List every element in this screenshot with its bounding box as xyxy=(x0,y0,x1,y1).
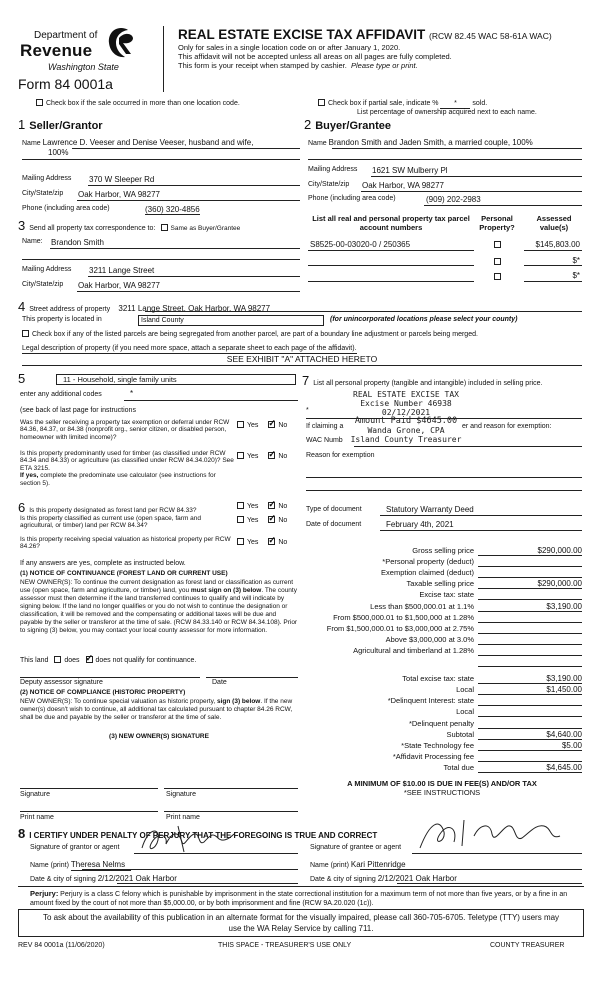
assessed-value-1[interactable]: $145,803.00 xyxy=(535,240,580,249)
seller-name-row: Name Lawrence D. Veeser and Denise Veeser, husband and wife, xyxy=(22,138,254,147)
tax-row-value[interactable] xyxy=(478,646,582,656)
buyer-phone-label: Phone (including area code) xyxy=(308,195,396,202)
tax-row-value[interactable] xyxy=(478,624,582,634)
grantee-print-row: Name (print) Kari Pittenridge xyxy=(310,860,406,869)
revision-label: REV 84 0001a (11/06/2020) xyxy=(18,942,105,949)
owner-print-label-2: Print name xyxy=(166,814,200,821)
sec5-q2-answers[interactable]: Yes ✓ No xyxy=(237,452,287,461)
does-not-qualify-checkbox[interactable] xyxy=(86,656,93,663)
correspondence-heading: 3 Send all property tax correspondence to: Same as Buyer/Grantee xyxy=(18,218,241,233)
additional-codes-label: enter any additional codes xyxy=(20,391,102,398)
sec5-q1-no-checkbox[interactable] xyxy=(268,421,275,428)
tax-row-value[interactable]: $1,450.00 xyxy=(478,685,582,695)
tax-row-label: Less than $500,000.01 at 1.1% xyxy=(370,601,474,611)
compliance-text: NEW OWNER(S): To continue special valuation as historic property, sign (3) below. If the new owner(s) doesn't wish to continue, all additional tax calculated pursuant to chapter 84.26 RCW, shall be due and payable by the seller or transferor at the time of sale. xyxy=(20,698,293,721)
doc-date-label: Date of document xyxy=(306,521,362,528)
segregated-checkbox[interactable] xyxy=(22,330,29,337)
grantor-print-row: Name (print) Theresa Nelms xyxy=(30,860,131,871)
buyer-heading: 2 Buyer/Grantee xyxy=(304,117,392,132)
buyer-city[interactable]: Oak Harbor, WA 98277 xyxy=(362,181,444,190)
grantor-signature-label: Signature of grantor or agent xyxy=(30,844,120,851)
seller-phone-label: Phone (including area code) xyxy=(22,205,110,212)
partial-sale-pct[interactable]: * xyxy=(440,100,470,109)
sec6-q2-no-checkbox[interactable] xyxy=(268,516,275,523)
grantor-signature-image xyxy=(138,822,248,856)
tax-row-value[interactable] xyxy=(478,590,582,600)
corr-name[interactable]: Brandon Smith xyxy=(51,238,104,247)
agency-line1: Department of xyxy=(34,30,98,41)
personal-property-checkbox-1[interactable] xyxy=(494,241,501,248)
sec6-q1-yes-checkbox[interactable] xyxy=(237,502,244,509)
grantee-signature-image xyxy=(410,812,570,856)
owner-signature-label-1: Signature xyxy=(20,791,50,798)
tax-row-label: Subtotal xyxy=(446,729,474,739)
tax-row-value[interactable]: $4,640.00 xyxy=(478,730,582,740)
sec6-q1: 6 Is this property designated as forest land per RCW 84.33? xyxy=(18,500,197,515)
minimum-note: A MINIMUM OF $10.00 IS DUE IN FEE(S) AND/OR TAX xyxy=(347,779,537,788)
located-label: This property is located in xyxy=(22,316,102,323)
tax-row-label: Local xyxy=(456,685,474,695)
corr-city-label: City/State/zip xyxy=(22,281,64,288)
tax-row-label: From $500,000.01 to $1,500,000 at 1.28% xyxy=(333,612,474,622)
agency-line2: Revenue xyxy=(20,41,93,60)
multi-location-checkbox[interactable] xyxy=(36,99,43,106)
reason-label: Reason for exemption xyxy=(306,452,375,459)
grantor-print-name[interactable]: Theresa Nelms xyxy=(71,860,131,871)
sec5-q2-no-checkbox[interactable] xyxy=(268,452,275,459)
see-back-note: (see back of last page for instructions xyxy=(20,407,136,414)
legal-description[interactable]: SEE EXHIBIT "A" ATTACHED HERETO xyxy=(226,354,378,364)
claiming-label-a: If claiming a xyxy=(306,423,344,430)
tax-row-label: *Delinquent penalty xyxy=(408,718,474,728)
tax-row-value[interactable] xyxy=(478,752,582,762)
tax-row-value[interactable] xyxy=(478,657,582,667)
corr-name-label: Name: xyxy=(22,238,43,245)
corr-city[interactable]: Oak Harbor, WA 98277 xyxy=(78,281,160,290)
sec5-q1: Was the seller receiving a property tax exemption or deferral under RCW 84.36, 84.37, or 84.38 (nonprofit org., senior citizen, or disabled person, homeowner with limited income)? xyxy=(20,419,230,441)
sec6-q2-answers[interactable]: Yes ✓ No xyxy=(237,516,287,525)
additional-codes-value[interactable]: * xyxy=(130,389,134,398)
see-instructions-note: *SEE INSTRUCTIONS xyxy=(403,788,481,797)
deputy-date-label: Date xyxy=(212,679,227,686)
tax-row-label: From $1,500,000.01 to $3,000,000 at 2.75% xyxy=(326,623,474,633)
continuance-heading: (1) NOTICE OF CONTINUANCE (FOREST LAND OR CURRENT USE) xyxy=(20,570,228,577)
corr-mailing[interactable]: 3211 Lange Street xyxy=(89,266,155,275)
buyer-name[interactable]: Brandon Smith and Jaden Smith, a married couple, 100% xyxy=(328,138,533,147)
treasurer-stamp: REAL ESTATE EXCISE TAX Excise Number 46938 02/12/2021 Amount Paid $4645.00 Wanda Grone, CPA Island County Treasurer xyxy=(350,390,462,444)
land-use-select[interactable]: 11 - Household, single family units xyxy=(56,374,296,385)
segregated-check[interactable]: Check box if any of the listed parcels are being segregated from another parcel, are part of a boundary line adjustment or parcels being merged. xyxy=(22,330,478,339)
legal-label: Legal description of property (if you need more space, attach a separate sheet to each page of the affidavit). xyxy=(22,345,357,354)
affidavit-page: Department of Revenue Washington State Form 84 0001a REAL ESTATE EXCISE TAX AFFIDAVIT (RCW 82.45 WAC 58-61A WAC) Only for sales in a single location code on or after January 1, 2020. This affidavit will not be accepted unless all areas on all pages are fully completed. This form is your receipt when stamped by cashier. Please type or print. Check box if the sale occurred in more than one location code. Check box if partial sale, indicate % * sold. List percentage of ownership acquired next to each name. 1 Seller/Grantor Name Lawrence D. Veeser and Denise Veeser, husband and wife, 100% Mailing Address 370 W Sleeper Rd City/State/zip Oak Harbor, WA 98277 Phone (including area code) (360) 320-4856 2 Buyer/Grantee Name Brandon Smith and Jaden Smith, a married couple, 100% Mailing Address 1621 SW Mulberry Pl City/State/zip Oak Harbor, WA 98277 Phone (including area code) (909) 202-2983 3 Send all property tax correspondence to: Same as Buyer/Grantee Name: Brandon Smith Mailing Address 3211 Lange Street City/State/zip Oak Harbor, WA 98277 List all real and personal property tax parcel account numbers Personal Property? Assessed value(s) S8525-00-03020-0 / 250365 $145,803.00 $* $* 4 Street address of property 3211 Lange Street, Oak Harbor, WA 98277 This property is located in Island County (for unincorporated locations please select your county) Check box if any of the listed parcels are being segregated from another parcel, are part of a boundary line adjustment or parcels being merged. Legal description of property (if you need more space, attach a separate sheet to each page of the affidavit). SEE EXHIBIT "A" ATTACHED HERETO 5 11 - Household, single family units enter any additional codes * (see back of last page for instructions Was the seller receiving a property tax exemption or deferral under RCW 84.36, 84.37, or 84.38 (nonprofit org., senior citizen, or disabled person, homeowner with limited income)? Yes ✓ No Is this property predominantly used for timber (as classified under RCW 84.34 and 84.33) or agriculture (as classified under RCW 84.34.020)? See ETA 3215. If yes, complete the predominate use calculator (see instructions for section 5). Yes ✓ No 6 Is this property designated as forest land per RCW 84.33? Yes ✓ No Is this property classified as current use (open space, farm and agricultural, or timber) land per RCW 84.34? Yes ✓ No Is this property receiving special valuation as historical property per RCW 84.26? Yes ✓ No If any answers are yes, complete as instructed below. (1) NOTICE OF CONTINUANCE (FOREST LAND OR CURRENT USE) NEW OWNER(S): To continue the current designation as forest land or classification as current use (open space, farm and agriculture, or timber) land, you must sign on (3) below. The county assessor must then determine if the land transferred continues to qualify and will indicate by signing below. If the land no longer qualifies or you do not wish to continue the designation or classification, it will be removed and the compensating or additional taxes will be due and payable by the seller or transferor at the time of sale. (RCW 84.33.140 or RCW 84.34.108). Prior to signing (3) below, you may contact your local county assessor for more information. This land does ✓ does not qualify for continuance. Deputy assessor signature Date (2) NOTICE OF COMPLIANCE (HISTORIC PROPERTY) NEW OWNER(S): To continue special valuation as historic property, sign (3) below. If the new owner(s) doesn't wish to continue, all additional tax calculated pursuant to chapter 84.26 RCW, shall be due and payable by the seller or transferor at the time of sale. (3) NEW OWNER(S) SIGNATURE Signature Signature Print name Print name 7 List all personal property (tangible and intangible) included in selling price. * If claiming a er and reason for exemption: WAC Numb Reason for exemption REAL ESTATE EXCISE TAX Excise Number 46938 02/12/2021 Amount Paid $4645.00 Wanda Grone, CPA Island County Treasurer Type of document Statutory Warranty Deed Date of document February 4th, 2021 Gross selling price $290,000.00 *Personal property (deduct) Exemption claimed (deduct) Taxable selling price $290,000.00 Excise tax: state Less than $500,000.01 at 1.1% $3,190.00 From $500,000.01 to $1,500,000 at 1.28% From $1,500,000.01 to $3,000,000 at 2.75% Above $3,000,000 at 3.0% Agricultural and timberland at 1.28% Total excise tax: state $3,190.00 Local $1,450.00 *Delinquent Interest: state Local *Delinquent penalty Subtotal $4,640.00 *State Technology fee $5.00 *Affidavit Processing fee Total due $4,645.00 A MINIMUM OF $10.00 IS DUE IN FEE(S) AND/OR TAX *SEE INSTRUCTIONS 8 I CERTIFY UNDER PENALTY OF PERJURY THAT THE FOREGOING IS TRUE AND CORRECT Signature of grantor or agent Name (print) Theresa Nelms Date & city of signing 2/12/2021 Oak Harbor Signature of grantee or agent Name (print) Kari Pittenridge Date & city of signing 2/12/2021 Oak Harbor Perjury: Perjury is a class C felony which is punishable by imprisonment in the state correctional institution for a maximum term of not more than five years, or by a fine in an amount fixed by the court of not more than $5,000.00, or by both imprisonment and fine (RCW 9A.20.020 (1c)). To ask about the availability of this publication in an alternate format for the visually impaired, please call 360-705-6705. Teletype (TTY) users may use the WA Relay Service by calling 711. REV 84 0001a (11/06/2020) THIS SPACE - TREASURER'S USE ONLY COUNTY TREASURER xyxy=(0,0,600,988)
tax-row-label: Total excise tax: state xyxy=(402,674,474,684)
sec6-q1-answers[interactable]: Yes ✓ No xyxy=(237,502,287,511)
tax-row-value[interactable] xyxy=(478,719,582,729)
parcel-number-1[interactable]: S8525-00-03020-0 / 250365 xyxy=(310,240,411,249)
seller-mailing[interactable]: 370 W Sleeper Rd xyxy=(89,175,155,184)
same-as-buyer-checkbox[interactable] xyxy=(161,224,168,231)
header-notes: Only for sales in a single location code on or after January 1, 2020. This affidavit will not be accepted unless all areas on all pages are fully completed. This form is your receipt when stamped by cashier. Please type or print. xyxy=(178,43,452,70)
partial-sale-checkbox[interactable] xyxy=(318,99,325,106)
grantee-date-row: Date & city of signing 2/12/2021 Oak Harbor xyxy=(310,874,457,883)
tax-row-label: *Affidavit Processing fee xyxy=(392,751,474,761)
doc-type[interactable]: Statutory Warranty Deed xyxy=(386,505,474,514)
grantee-print-name[interactable]: Kari Pittenridge xyxy=(350,860,406,869)
owner-signature-label-2: Signature xyxy=(166,791,196,798)
seller-name[interactable]: Lawrence D. Veeser and Denise Veeser, husband and wife, xyxy=(42,138,254,147)
seller-name-cont[interactable]: 100% xyxy=(48,148,69,157)
sec7-heading: 7 List all personal property (tangible and intangible) included in selling price. xyxy=(302,373,543,388)
buyer-city-label: City/State/zip xyxy=(308,181,350,188)
sec6-q3-no-checkbox[interactable] xyxy=(268,538,275,545)
tax-row-label: *Delinquent Interest: state xyxy=(387,696,474,706)
revenue-logo-icon xyxy=(106,26,136,60)
buyer-mailing[interactable]: 1621 SW Mulberry Pl xyxy=(372,166,448,175)
assessed-value-3[interactable]: $* xyxy=(572,271,580,280)
tax-row-value[interactable] xyxy=(478,557,582,567)
located-county-select[interactable]: Island County xyxy=(138,315,324,326)
doc-date[interactable]: February 4th, 2021 xyxy=(386,520,454,529)
tax-row-value[interactable]: $290,000.00 xyxy=(478,546,582,556)
tax-row-value[interactable] xyxy=(478,707,582,717)
tax-row-label: Taxable selling price xyxy=(406,579,474,589)
tax-row-label: *State Technology fee xyxy=(401,740,474,750)
treasurer-space-label: THIS SPACE - TREASURER'S USE ONLY xyxy=(218,942,352,949)
seller-heading: 1 Seller/Grantor xyxy=(18,117,103,132)
assessed-col-header: Assessed value(s) xyxy=(536,214,572,232)
corr-mailing-label: Mailing Address xyxy=(22,266,72,273)
form-number: Form 84 0001a xyxy=(18,76,113,92)
multi-location-check[interactable]: Check box if the sale occurred in more than one location code. xyxy=(36,99,240,108)
tax-row-value[interactable]: $5.00 xyxy=(478,741,582,751)
unincorporated-note: (for unincorporated locations please select your county) xyxy=(330,316,518,323)
tax-row-label: Total due xyxy=(443,762,474,772)
partial-sale-check[interactable]: Check box if partial sale, indicate % * sold. xyxy=(318,99,487,109)
wac-label: WAC Numb xyxy=(306,437,343,444)
sec6-q3-answers[interactable]: Yes ✓ No xyxy=(237,538,287,547)
buyer-name-row: Name Brandon Smith and Jaden Smith, a married couple, 100% xyxy=(308,138,533,147)
tax-row-value[interactable]: $4,645.00 xyxy=(478,763,582,773)
parcel-col-header: List all real and personal property tax parcel account numbers xyxy=(312,214,470,232)
sec6-q3-yes-checkbox[interactable] xyxy=(237,538,244,545)
new-owner-heading: (3) NEW OWNER(S) SIGNATURE xyxy=(109,733,209,740)
doc-type-label: Type of document xyxy=(306,506,362,513)
buyer-mailing-label: Mailing Address xyxy=(308,166,358,173)
sec6-q1-no-checkbox[interactable] xyxy=(268,502,275,509)
county-treasurer-label: COUNTY TREASURER xyxy=(490,942,565,949)
tax-row-label: Gross selling price xyxy=(412,546,474,555)
sec5-num: 5 xyxy=(18,371,26,386)
certify-heading: 8 I CERTIFY UNDER PENALTY OF PERJURY THAT THE FOREGOING IS TRUE AND CORRECT xyxy=(18,826,378,841)
tax-row-value[interactable] xyxy=(478,568,582,578)
sec5-q2: Is this property predominantly used for timber (as classified under RCW 84.34 and 84.33) or agriculture (as classified under RCW 84.34.020)? See ETA 3215. If yes, complete the predominate use calculator (see instructions for section 5). xyxy=(20,450,234,487)
assessed-value-2[interactable]: $* xyxy=(572,256,580,265)
qualify-row[interactable]: This land does ✓ does not qualify for continuance. xyxy=(20,656,196,665)
personal-property-checkbox-2[interactable] xyxy=(494,258,501,265)
property-street[interactable]: 3211 Lange Street, Oak Harbor, WA 98277 xyxy=(118,304,271,313)
tax-row-label: Above $3,000,000 at 3.0% xyxy=(385,634,474,644)
answers-note: If any answers are yes, complete as instructed below. xyxy=(20,560,186,567)
ownership-note: List percentage of ownership acquired next to each name. xyxy=(357,109,537,116)
property-street-row: 4 Street address of property 3211 Lange Street, Oak Harbor, WA 98277 xyxy=(18,299,271,314)
tax-row-value[interactable]: $3,190.00 xyxy=(478,602,582,612)
tax-row-label: *Personal property (deduct) xyxy=(382,557,474,567)
deputy-signature-label: Deputy assessor signature xyxy=(20,679,103,686)
personal-col-header: Personal Property? xyxy=(479,214,515,232)
tax-row-label: Exemption claimed (deduct) xyxy=(381,568,474,578)
perjury-notice: Perjury: Perjury is a class C felony which is punishable by imprisonment in the state correctional institution for a maximum term of not more than five years, or by a fine in an amount fixed by the court of not more than $5,000.00, or by both imprisonment and fine (RCW 9A.20.020 (1c)). xyxy=(30,889,568,907)
buyer-phone[interactable]: (909) 202-2983 xyxy=(426,195,481,204)
seller-city-label: City/State/zip xyxy=(22,190,64,197)
agency-line3: Washington State xyxy=(48,62,119,72)
sec6-q2: Is this property classified as current use (open space, farm and agricultural, or timber) land per RCW 84.34? xyxy=(20,515,202,530)
tax-row-label: Agricultural and timberland at 1.28% xyxy=(353,645,474,655)
seller-phone[interactable]: (360) 320-4856 xyxy=(145,205,200,214)
sec5-q2-yes-checkbox[interactable] xyxy=(237,452,244,459)
tax-row-value[interactable] xyxy=(478,696,582,706)
tax-row-label: Excise tax: state xyxy=(419,590,474,600)
sec5-q1-answers[interactable]: Yes ✓ No xyxy=(237,421,287,430)
sec6-q3: Is this property receiving special valuation as historical property per RCW 84.26? xyxy=(20,536,231,551)
grantee-date-city[interactable]: 2/12/2021 Oak Harbor xyxy=(377,874,457,883)
owner-print-label-1: Print name xyxy=(20,814,54,821)
claiming-label-b: er and reason for exemption: xyxy=(462,423,552,430)
tax-row-label: Local xyxy=(456,707,474,717)
does-qualify-checkbox[interactable] xyxy=(54,656,61,663)
tax-row-value[interactable]: $290,000.00 xyxy=(478,579,582,589)
seller-mailing-label: Mailing Address xyxy=(22,175,72,182)
sec6-q2-yes-checkbox[interactable] xyxy=(237,516,244,523)
compliance-heading: (2) NOTICE OF COMPLIANCE (HISTORIC PROPERTY) xyxy=(20,689,186,696)
tax-row-value[interactable]: $3,190.00 xyxy=(478,674,582,684)
tax-row-value[interactable] xyxy=(478,635,582,645)
sec5-q1-yes-checkbox[interactable] xyxy=(237,421,244,428)
alt-format-notice: To ask about the availability of this publication in an alternate format for the visually impaired, please call 360-705-6705. Teletype (TTY) users may use the WA Relay Service by calling 711. xyxy=(18,909,584,937)
grantee-signature-label: Signature of grantee or agent xyxy=(310,844,402,851)
grantor-date-row: Date & city of signing 2/12/2021 Oak Harbor xyxy=(30,874,177,883)
personal-property-checkbox-3[interactable] xyxy=(494,273,501,280)
continuance-text: NEW OWNER(S): To continue the current designation as forest land or classification as current use (open space, farm and agriculture, or timber) land, you must sign on (3) below. The county assessor must then determine if the land transferred continues to qualify and will indicate by signing below. If the land no longer qualifies or you do not wish to continue the designation or classification, it will be removed and the compensating or additional taxes will be due and payable by the seller or transferor at the time of sale. (RCW 84.33.140 or RCW 84.34.108). Prior to signing (3) below, you may contact your local county assessor for more information. xyxy=(20,579,298,634)
grantor-date-city[interactable]: 2/12/2021 Oak Harbor xyxy=(97,874,177,883)
tax-row-value[interactable] xyxy=(478,613,582,623)
form-title: REAL ESTATE EXCISE TAX AFFIDAVIT (RCW 82.45 WAC 58-61A WAC) xyxy=(178,27,552,42)
seller-city[interactable]: Oak Harbor, WA 98277 xyxy=(78,190,160,199)
